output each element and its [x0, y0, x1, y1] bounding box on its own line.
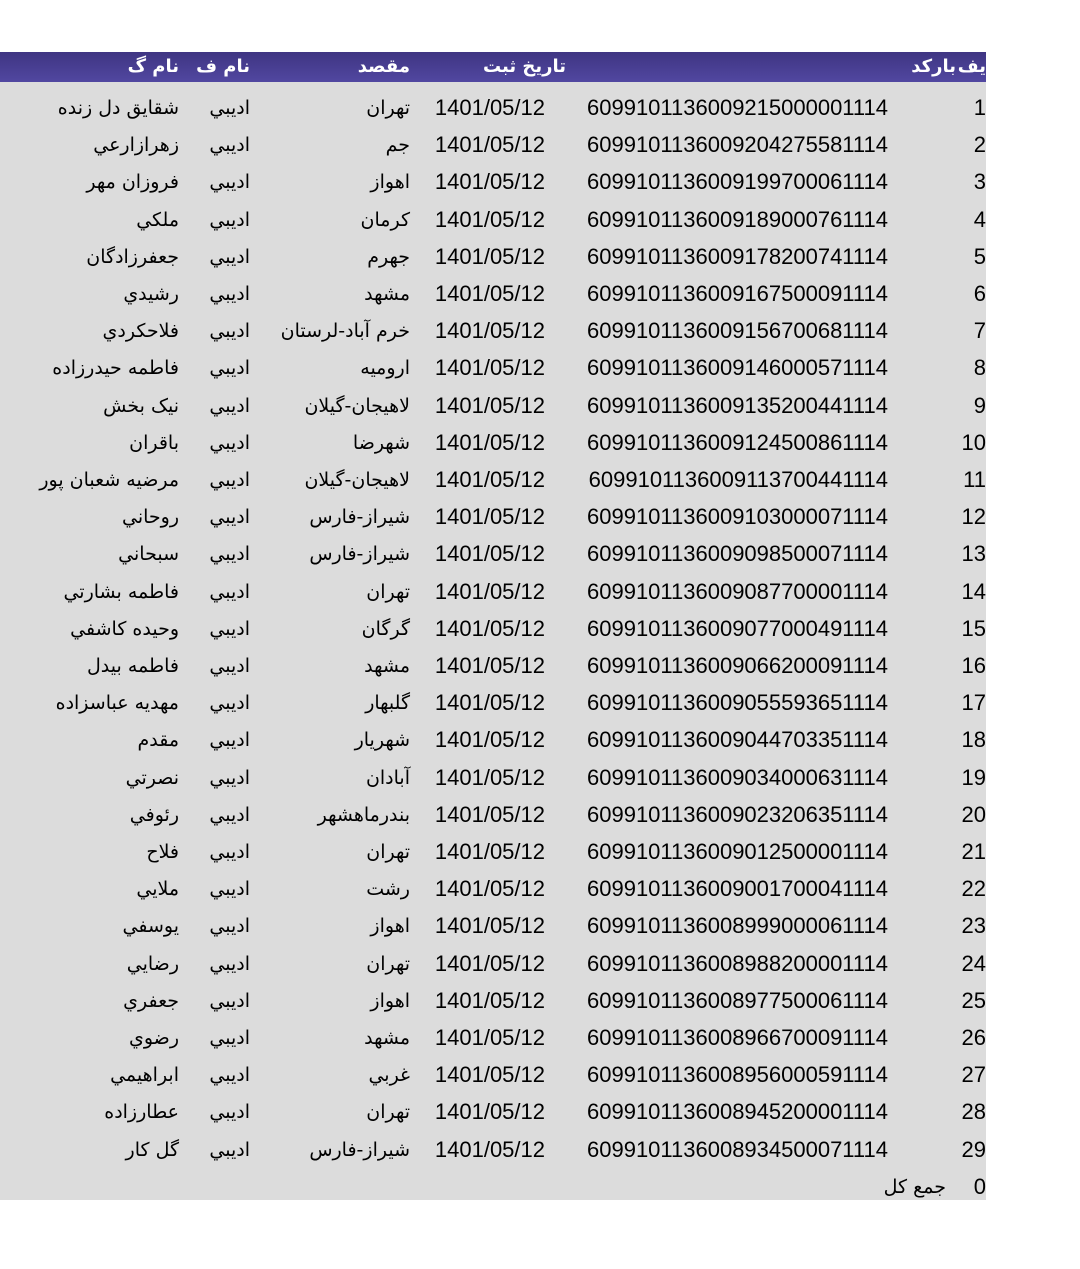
cell-index: 18: [961, 727, 986, 753]
cell-destination: آبادان: [365, 766, 410, 789]
cell-index: 8: [973, 355, 986, 381]
cell-destination: تهران: [366, 97, 410, 119]
cell-destination: تهران: [366, 952, 410, 975]
cell-name: ابراهيمي: [110, 1064, 179, 1087]
cell-name: فاطمه بيدل: [86, 655, 179, 677]
cell-date: 1401/05/12: [434, 95, 545, 120]
cell-name: جعفرزادگان: [86, 245, 179, 268]
cell-barcode: 6099101136009098500071114: [587, 541, 888, 567]
total-value: 0: [973, 1173, 986, 1199]
cell-family: اديبي: [209, 952, 250, 975]
cell-destination: مشهد: [364, 283, 410, 305]
cell-destination: لاهيجان-گيلان: [304, 469, 410, 491]
cell-barcode: 6099101136009087700001114: [587, 578, 888, 604]
cell-name: رضوي: [129, 1027, 179, 1049]
cell-name: روحاني: [121, 506, 179, 529]
cell-date: 1401/05/12: [434, 764, 545, 790]
cell-destination: جم: [385, 134, 410, 157]
header-name: نام گ: [127, 56, 179, 77]
header-family: نام ف: [196, 56, 250, 77]
cell-family: اديبي: [209, 1027, 250, 1049]
table-row: [0, 870, 986, 907]
table-row: [0, 387, 986, 424]
cell-family: اديبي: [209, 431, 250, 454]
cell-destination: شيراز-فارس: [309, 1138, 410, 1161]
cell-index: 3: [973, 169, 986, 195]
cell-family: اديبي: [209, 208, 250, 231]
cell-index: 24: [961, 950, 986, 976]
cell-destination: اروميه: [360, 357, 410, 380]
cell-index: 27: [961, 1062, 986, 1088]
cell-date: 1401/05/12: [434, 206, 545, 232]
cell-index: 5: [973, 243, 986, 269]
cell-family: اديبي: [209, 134, 250, 157]
cell-index: 11: [963, 467, 986, 492]
cell-destination: تهران: [366, 1101, 410, 1124]
cell-index: 7: [973, 318, 986, 344]
cell-family: اديبي: [209, 878, 250, 901]
table-row: [0, 498, 986, 535]
cell-family: اديبي: [209, 283, 250, 305]
cell-barcode: 6099101136009044703351114: [587, 727, 888, 753]
cell-index: 9: [973, 392, 986, 418]
cell-name: يوسفي: [122, 915, 179, 938]
cell-date: 1401/05/12: [434, 690, 545, 716]
header-barcode: باركد: [911, 56, 956, 77]
cell-name: فروزان مهر: [86, 171, 179, 194]
cell-destination: شيراز-فارس: [309, 506, 410, 529]
cell-destination: شهريار: [354, 729, 410, 752]
table-row: [0, 424, 986, 461]
cell-date: 1401/05/12: [434, 1025, 545, 1050]
cell-index: 23: [961, 913, 986, 939]
cell-family: اديبي: [209, 729, 250, 752]
cell-date: 1401/05/12: [434, 876, 545, 902]
cell-index: 6: [973, 281, 986, 306]
table-row: [0, 759, 986, 796]
table-row: [0, 1019, 986, 1056]
cell-date: 1401/05/12: [434, 392, 545, 418]
table-row: [0, 982, 986, 1019]
cell-name: مقدم: [137, 729, 179, 752]
cell-family: اديبي: [209, 245, 250, 268]
table-row: [0, 647, 986, 684]
cell-family: اديبي: [209, 543, 250, 566]
cell-family: اديبي: [209, 1101, 250, 1124]
cell-date: 1401/05/12: [434, 132, 545, 158]
cell-barcode: 6099101136009146000571114: [587, 355, 888, 381]
cell-name: گل كار: [125, 1138, 179, 1161]
cell-destination: كرمان: [360, 208, 410, 231]
cell-destination: غربي: [368, 1064, 410, 1087]
cell-family: اديبي: [209, 803, 250, 826]
header-date: تاريخ ثبت: [482, 56, 566, 77]
cell-family: اديبي: [209, 1138, 250, 1161]
table-row: [0, 349, 986, 386]
cell-family: اديبي: [209, 506, 250, 529]
cell-barcode: 6099101136009001700041114: [587, 876, 888, 902]
cell-barcode: 6099101136009066200091114: [587, 653, 888, 678]
cell-destination: شهرضا: [352, 431, 410, 454]
table-row: [0, 833, 986, 870]
cell-index: 19: [961, 764, 986, 790]
table-row: [0, 535, 986, 572]
cell-index: 28: [961, 1099, 986, 1125]
cell-name: نيک بخش: [103, 394, 179, 417]
table-row: [0, 573, 986, 610]
cell-family: اديبي: [209, 617, 250, 640]
table-row: [0, 1093, 986, 1130]
cell-destination: مشهد: [364, 1027, 410, 1049]
table-row: [0, 238, 986, 275]
total-row: [0, 1168, 986, 1200]
cell-index: 21: [961, 839, 986, 864]
cell-family: اديبي: [209, 469, 250, 491]
cell-name: ملايي: [136, 878, 179, 901]
cell-name: مرضيه شعبان پور: [39, 469, 179, 491]
cell-family: اديبي: [209, 97, 250, 119]
cell-date: 1401/05/12: [434, 467, 545, 492]
cell-index: 13: [961, 541, 986, 567]
cell-date: 1401/05/12: [434, 169, 545, 195]
cell-destination: خرم آباد-لرستان: [280, 320, 410, 343]
cell-index: 20: [961, 801, 986, 827]
cell-barcode: 6099101136009077000491114: [587, 615, 888, 641]
cell-date: 1401/05/12: [434, 355, 545, 381]
cell-family: اديبي: [209, 766, 250, 789]
table-row: [0, 610, 986, 647]
cell-family: اديبي: [209, 841, 250, 863]
cell-name: عطارزاده: [104, 1101, 179, 1124]
total-label: جمع كل: [883, 1175, 946, 1198]
cell-date: 1401/05/12: [434, 318, 545, 344]
cell-date: 1401/05/12: [434, 987, 545, 1013]
cell-name: رشيدي: [123, 283, 179, 305]
cell-index: 25: [961, 987, 986, 1013]
cell-destination: رشت: [366, 878, 410, 901]
table-row: [0, 312, 986, 349]
cell-barcode: 6099101136008966700091114: [587, 1025, 888, 1050]
cell-barcode: 6099101136008977500061114: [587, 987, 888, 1013]
cell-barcode: 6099101136008988200001114: [587, 950, 888, 976]
cell-family: اديبي: [209, 171, 250, 194]
cell-destination: بندرماهشهر: [317, 803, 410, 826]
table-row: [0, 201, 986, 238]
cell-barcode: 6099101136009178200741114: [587, 243, 888, 269]
cell-name: ملكي: [136, 208, 179, 231]
table-row: [0, 275, 986, 312]
cell-name: فاطمه حيدرزاده: [52, 357, 179, 380]
cell-index: 26: [961, 1025, 986, 1050]
cell-family: اديبي: [209, 692, 250, 715]
cell-name: فلاحكردي: [102, 320, 179, 343]
table-row: [0, 126, 986, 163]
table-row: [0, 721, 986, 758]
cell-barcode: 6099101136009135200441114: [587, 392, 888, 418]
table-row: [0, 461, 986, 498]
cell-barcode: 6099101136009124500861114: [587, 429, 888, 455]
cell-barcode: 6099101136009034000631114: [587, 764, 888, 790]
cell-barcode: 6099101136009189000761114: [587, 206, 888, 232]
cell-name: وحيده كاشفي: [70, 617, 179, 640]
cell-date: 1401/05/12: [434, 615, 545, 641]
cell-barcode: 6099101136009055593651114: [587, 690, 888, 716]
cell-date: 1401/05/12: [434, 653, 545, 678]
cell-index: 16: [961, 653, 986, 678]
cell-barcode: 6099101136009023206351114: [587, 801, 888, 827]
cell-date: 1401/05/12: [434, 1136, 545, 1162]
cell-family: اديبي: [209, 1064, 250, 1087]
cell-barcode: 6099101136008934500071114: [587, 1136, 888, 1162]
cell-destination: تهران: [366, 580, 410, 603]
table-header: [0, 52, 986, 82]
cell-index: 10: [961, 429, 986, 455]
cell-name: رئوفي: [129, 803, 179, 826]
cell-barcode: 6099101136009113700441114: [588, 467, 888, 492]
cell-barcode: 6099101136009199700061114: [587, 169, 888, 195]
cell-index: 1: [973, 95, 986, 120]
cell-name: زهرازارعي: [93, 134, 179, 157]
cell-date: 1401/05/12: [434, 1062, 545, 1088]
cell-name: فلاح: [146, 841, 179, 863]
cell-date: 1401/05/12: [434, 429, 545, 455]
cell-family: اديبي: [209, 580, 250, 603]
table-row: [0, 945, 986, 982]
cell-date: 1401/05/12: [434, 504, 545, 530]
cell-destination: اهواز: [370, 989, 410, 1012]
cell-name: رضايي: [126, 952, 179, 975]
cell-barcode: 6099101136008999000061114: [587, 913, 888, 939]
cell-family: اديبي: [209, 357, 250, 380]
cell-index: 15: [961, 615, 986, 641]
cell-date: 1401/05/12: [434, 839, 545, 864]
cell-index: 22: [961, 876, 986, 902]
cell-destination: لاهيجان-گيلان: [304, 394, 410, 417]
cell-destination: گرگان: [361, 617, 410, 640]
cell-destination: اهواز: [370, 915, 410, 938]
cell-family: اديبي: [209, 915, 250, 938]
cell-index: 29: [961, 1136, 986, 1162]
table-row: [0, 163, 986, 200]
cell-barcode: 6099101136009103000071114: [587, 504, 888, 530]
cell-date: 1401/05/12: [434, 578, 545, 604]
cell-name: باقران: [129, 431, 179, 454]
cell-barcode: 6099101136009215000001114: [587, 95, 888, 120]
cell-name: جعفري: [123, 989, 179, 1012]
table-row: [0, 907, 986, 944]
cell-date: 1401/05/12: [434, 913, 545, 939]
table-row: [0, 1056, 986, 1093]
cell-destination: مشهد: [364, 655, 410, 677]
cell-index: 4: [973, 206, 986, 232]
cell-date: 1401/05/12: [434, 801, 545, 827]
cell-destination: شيراز-فارس: [309, 543, 410, 566]
cell-date: 1401/05/12: [434, 950, 545, 976]
table-row: [0, 1131, 986, 1168]
cell-date: 1401/05/12: [434, 1099, 545, 1125]
cell-destination: گلبهار: [365, 692, 410, 715]
cell-barcode: 6099101136009012500001114: [587, 839, 888, 864]
header-destination: مقصد: [357, 56, 410, 77]
cell-family: اديبي: [209, 655, 250, 677]
cell-date: 1401/05/12: [434, 243, 545, 269]
cell-destination: جهرم: [367, 245, 410, 268]
table-row: [0, 796, 986, 833]
cell-family: اديبي: [209, 989, 250, 1012]
cell-family: اديبي: [209, 320, 250, 343]
cell-name: سبحاني: [118, 543, 179, 566]
cell-date: 1401/05/12: [434, 541, 545, 567]
cell-index: 17: [961, 690, 986, 716]
cell-name: شقايق دل زنده: [57, 97, 179, 119]
cell-name: مهديه عباسزاده: [55, 692, 179, 715]
cell-destination: اهواز: [370, 171, 410, 194]
cell-name: فاطمه بشارتي: [63, 580, 179, 603]
cell-family: اديبي: [209, 394, 250, 417]
cell-date: 1401/05/12: [434, 727, 545, 753]
cell-index: 12: [961, 504, 986, 530]
table-row: [0, 89, 986, 126]
cell-barcode: 6099101136009167500091114: [587, 281, 888, 306]
table-row: [0, 684, 986, 721]
cell-barcode: 6099101136009204275581114: [587, 132, 888, 158]
cell-index: 2: [973, 132, 986, 158]
cell-barcode: 6099101136008956000591114: [587, 1062, 888, 1088]
cell-date: 1401/05/12: [434, 281, 545, 306]
cell-barcode: 6099101136009156700681114: [587, 318, 888, 344]
cell-barcode: 6099101136008945200001114: [587, 1099, 888, 1125]
cell-index: 14: [961, 578, 986, 604]
header-index: يف: [957, 56, 986, 77]
cell-name: نصرتي: [125, 766, 179, 789]
cell-destination: تهران: [366, 841, 410, 863]
spreadsheet: [0, 52, 986, 1200]
